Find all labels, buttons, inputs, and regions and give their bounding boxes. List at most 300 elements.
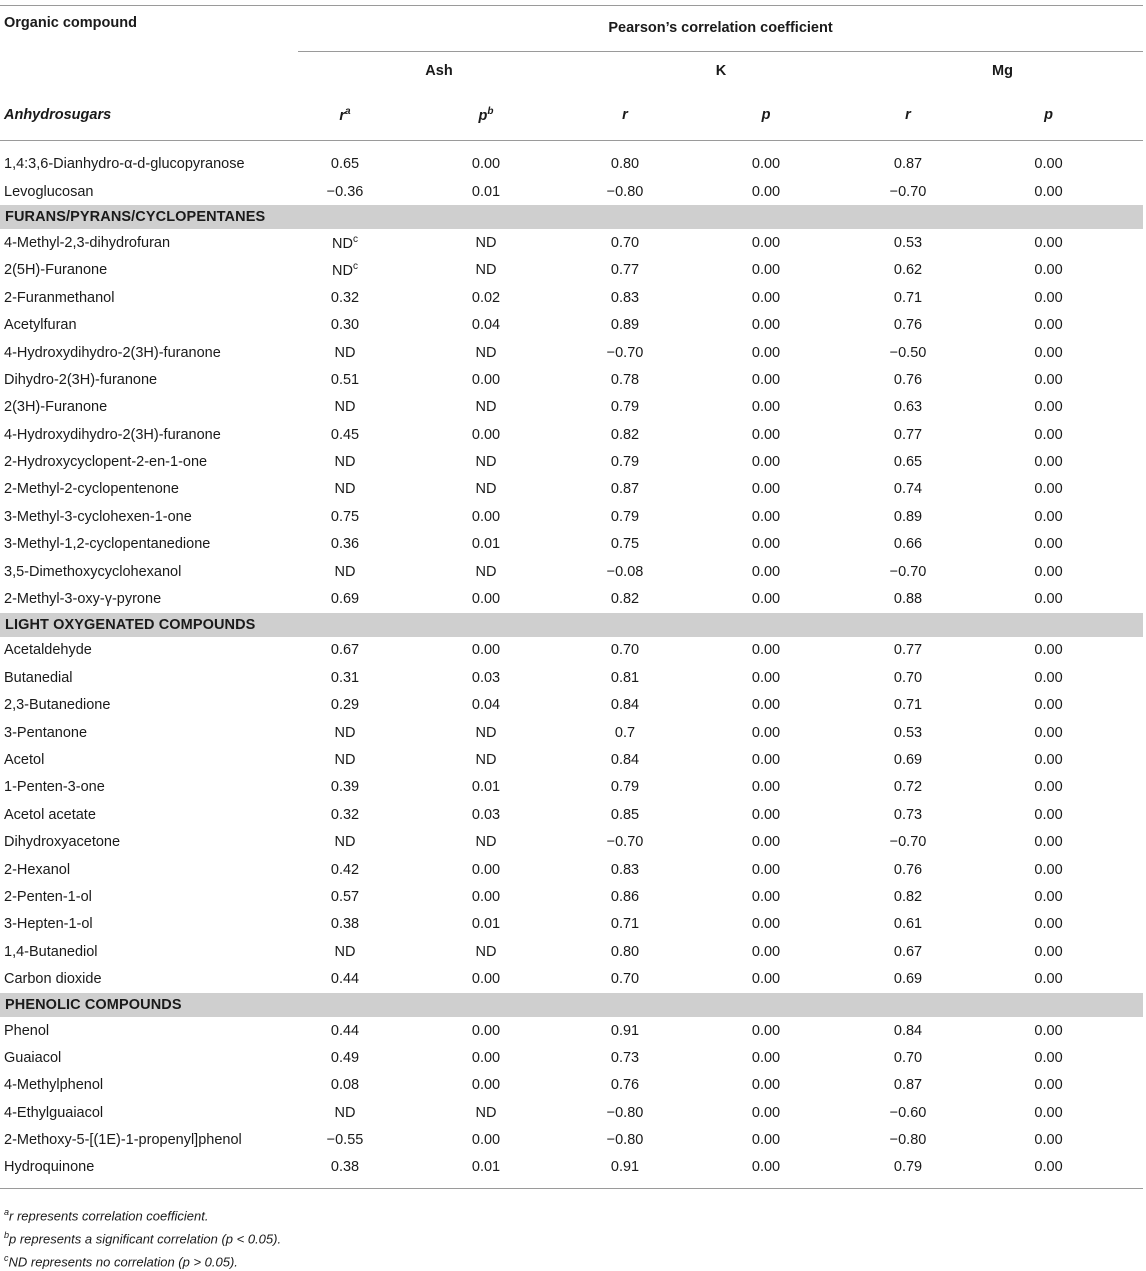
cell-k-r: 0.79 xyxy=(610,508,640,525)
cell-k-p: 0.00 xyxy=(751,806,781,823)
cell-k-r: 0.71 xyxy=(610,916,640,933)
cell-ash-r: 0.51 xyxy=(330,371,360,388)
cell-k-r: 0.91 xyxy=(610,1159,640,1176)
cell-mg-p: 0.00 xyxy=(1034,888,1063,905)
cell-mg-r: 0.79 xyxy=(893,1159,923,1176)
cell-mg-p: 0.00 xyxy=(1034,234,1063,251)
cell-k-r: 0.80 xyxy=(610,156,640,173)
ash-r-header: $r^a$ xyxy=(298,90,392,141)
cell-mg-r: 0.53 xyxy=(893,724,923,741)
cell-ash-r: $ND^c$ xyxy=(332,234,358,252)
cell-k-r: 0.76 xyxy=(610,1077,640,1094)
cell-mg-r: −0.50 xyxy=(889,344,927,361)
cell-ash-p: 0.01 xyxy=(471,183,501,200)
table-body xyxy=(0,140,1143,1189)
cell-mg-p: 0.00 xyxy=(1034,399,1063,416)
compound-name: 3-Hepten-1-ol xyxy=(4,916,93,933)
cell-ash-p: 0.00 xyxy=(471,971,501,988)
cell-mg-p: 0.00 xyxy=(1034,971,1063,988)
cell-k-r: 0.73 xyxy=(610,1049,640,1066)
cell-ash-r: 0.08 xyxy=(330,1077,360,1094)
footnote: $^b$p represents a significant correlation (p < 0.05). xyxy=(4,1229,282,1247)
cell-mg-p: 0.00 xyxy=(1034,697,1063,714)
table-row xyxy=(0,828,1143,855)
cell-mg-p: 0.00 xyxy=(1034,752,1063,768)
cell-ash-p: 0.01 xyxy=(471,536,501,553)
compound-name: 2-Methyl-2-cyclopentenone xyxy=(4,481,179,498)
table-row xyxy=(0,1044,1143,1071)
cell-k-r: 0.78 xyxy=(610,371,640,388)
cell-ash-r: 0.49 xyxy=(330,1049,360,1066)
cell-k-r: −0.70 xyxy=(606,834,644,851)
cell-mg-r: 0.76 xyxy=(893,861,923,878)
table-row xyxy=(0,746,1143,773)
cell-ash-r: 0.45 xyxy=(330,426,360,443)
cell-k-p: 0.00 xyxy=(751,289,781,306)
compound-name: 3-Methyl-3-cyclohexen-1-one xyxy=(4,508,192,525)
footnote: $^c$ND represents no correlation (p > 0.05). xyxy=(4,1252,238,1269)
cell-mg-p: 0.00 xyxy=(1034,1132,1063,1149)
cell-ash-r: ND xyxy=(334,481,356,498)
table-row xyxy=(0,531,1143,558)
cell-k-p: 0.00 xyxy=(751,888,781,905)
group-header-ash: Ash xyxy=(425,62,453,79)
cell-mg-r: 0.87 xyxy=(893,1077,923,1094)
cell-mg-p: 0.00 xyxy=(1034,669,1063,686)
cell-k-p: 0.00 xyxy=(751,536,781,553)
cell-mg-r: 0.71 xyxy=(893,697,923,714)
header-blank xyxy=(0,51,298,90)
cell-mg-p: 0.00 xyxy=(1034,806,1063,823)
cell-ash-r: ND xyxy=(334,399,356,416)
cell-mg-r: −0.70 xyxy=(889,183,927,200)
cell-mg-r: 0.84 xyxy=(893,1022,923,1039)
compound-name: Acetaldehyde xyxy=(4,642,92,659)
cell-mg-r: 0.70 xyxy=(893,669,923,686)
cell-k-p: 0.00 xyxy=(751,861,781,878)
cell-mg-p: 0.00 xyxy=(1034,454,1063,471)
cell-ash-r: 0.32 xyxy=(330,289,360,306)
cell-k-r: 0.86 xyxy=(610,888,640,905)
table-row xyxy=(0,938,1143,965)
header-row-groups xyxy=(0,51,1143,90)
cell-ash-p: 0.03 xyxy=(471,806,501,823)
compound-name: 2(5H)-Furanone xyxy=(4,262,108,279)
cell-mg-p: 0.00 xyxy=(1034,481,1063,498)
section-title: PHENOLIC COMPOUNDS xyxy=(0,993,1143,1017)
table-row xyxy=(0,801,1143,828)
cell-mg-r: 0.61 xyxy=(893,916,923,933)
table-row xyxy=(0,339,1143,366)
cell-mg-p: 0.00 xyxy=(1034,834,1063,851)
compound-name: Butanedial xyxy=(4,669,73,686)
cell-mg-r: 0.65 xyxy=(893,454,923,471)
cell-mg-p: 0.00 xyxy=(1034,1159,1063,1176)
table-row xyxy=(0,883,1143,910)
cell-mg-r: 0.77 xyxy=(893,426,923,443)
cell-ash-p: ND xyxy=(475,943,497,960)
compound-name: Acetylfuran xyxy=(4,317,77,334)
cell-k-r: 0.84 xyxy=(610,697,640,714)
cell-mg-p: 0.00 xyxy=(1034,183,1063,200)
cell-mg-r: 0.74 xyxy=(893,481,923,498)
cell-k-r: −0.70 xyxy=(606,344,644,361)
cell-k-r: 0.70 xyxy=(610,971,640,988)
table-row xyxy=(0,774,1143,801)
cell-mg-p: 0.00 xyxy=(1034,916,1063,933)
cell-ash-p: 0.03 xyxy=(471,669,501,686)
cell-mg-r: 0.67 xyxy=(893,943,923,960)
table-row xyxy=(0,965,1143,992)
cell-ash-p: 0.00 xyxy=(471,1049,501,1066)
cell-k-r: 0.75 xyxy=(610,536,640,553)
section-header-row xyxy=(0,205,1143,229)
compound-name: 3-Pentanone xyxy=(4,724,88,741)
cell-ash-p: ND xyxy=(475,344,497,361)
cell-mg-r: 0.77 xyxy=(893,642,923,659)
cell-mg-p: 0.00 xyxy=(1034,642,1063,659)
cell-ash-r: 0.69 xyxy=(330,591,360,608)
cell-k-p: 0.00 xyxy=(751,1104,781,1121)
cell-mg-p: 0.00 xyxy=(1034,943,1063,960)
cell-ash-p: 0.00 xyxy=(471,591,501,608)
cell-k-p: 0.00 xyxy=(751,697,781,714)
table-row xyxy=(0,558,1143,585)
cell-ash-p: ND xyxy=(475,724,497,741)
cell-ash-r: ND xyxy=(334,834,356,851)
cell-ash-r: ND xyxy=(334,752,356,768)
compound-name: 3,5-Dimethoxycyclohexanol xyxy=(4,563,182,580)
cell-k-p: 0.00 xyxy=(751,1132,781,1149)
cell-mg-p: 0.00 xyxy=(1034,262,1063,279)
correlation-table xyxy=(0,5,1143,1189)
compound-name: 4-Hydroxydihydro-2(3H)-furanone xyxy=(4,344,221,361)
table-end-rule xyxy=(0,1181,1143,1189)
compound-name: Dihydro-2(3H)-furanone xyxy=(4,371,158,388)
cell-k-r: 0.87 xyxy=(610,481,640,498)
end-rule-cell xyxy=(0,1181,1143,1189)
cell-k-r: −0.80 xyxy=(606,1104,644,1121)
compound-name: 1,4:3,6-Dianhydro-α-d-glucopyranose xyxy=(4,156,245,173)
compound-name: 2-Penten-1-ol xyxy=(4,888,92,905)
cell-k-p: 0.00 xyxy=(751,481,781,498)
table-row xyxy=(0,1072,1143,1099)
section-header-row xyxy=(0,613,1143,637)
table-row xyxy=(0,1017,1143,1044)
cell-ash-p: ND xyxy=(475,1104,497,1121)
cell-k-p: 0.00 xyxy=(751,752,781,768)
cell-mg-r: −0.70 xyxy=(889,563,927,580)
cell-k-r: 0.79 xyxy=(610,454,640,471)
cell-k-p: 0.00 xyxy=(751,971,781,988)
cell-ash-r: ND xyxy=(334,344,356,361)
cell-ash-r: 0.65 xyxy=(330,156,360,173)
compound-name: 1,4-Butanediol xyxy=(4,943,98,960)
cell-k-p: 0.00 xyxy=(751,1022,781,1039)
cell-mg-r: −0.70 xyxy=(889,834,927,851)
cell-mg-p: 0.00 xyxy=(1034,371,1063,388)
cell-k-p: 0.00 xyxy=(751,943,781,960)
cell-ash-r: 0.42 xyxy=(330,861,360,878)
cell-k-p: 0.00 xyxy=(751,1159,781,1176)
table-row xyxy=(0,503,1143,530)
cell-k-r: 0.80 xyxy=(610,943,640,960)
group-header-k: K xyxy=(715,62,727,79)
mg-r-header: r xyxy=(862,90,954,141)
cell-k-p: 0.00 xyxy=(751,317,781,334)
cell-ash-p: 0.00 xyxy=(471,1132,501,1149)
cell-mg-r: 0.76 xyxy=(893,317,923,334)
cell-k-p: 0.00 xyxy=(751,591,781,608)
cell-mg-p: 0.00 xyxy=(1034,1077,1063,1094)
cell-mg-p: 0.00 xyxy=(1034,591,1063,608)
footnotes xyxy=(4,1203,281,1271)
group-header-mg: Mg xyxy=(992,62,1013,79)
footnote: $^a$r represents correlation coefficient. xyxy=(4,1207,209,1224)
cell-k-r: 0.7 xyxy=(614,724,636,741)
compound-name: 2-Hexanol xyxy=(4,861,71,878)
cell-k-p: 0.00 xyxy=(751,834,781,851)
cell-mg-r: 0.82 xyxy=(893,888,923,905)
cell-ash-p: 0.00 xyxy=(471,642,501,659)
compound-name: 2-Hydroxycyclopent-2-en-1-one xyxy=(4,454,208,471)
cell-ash-p: 0.00 xyxy=(471,888,501,905)
compound-name: Guaiacol xyxy=(4,1049,62,1066)
compound-name: Dihydroxyacetone xyxy=(4,834,121,851)
cell-ash-r: 0.38 xyxy=(330,1159,360,1176)
cell-mg-p: 0.00 xyxy=(1034,563,1063,580)
cell-mg-r: −0.80 xyxy=(889,1132,927,1149)
table-row xyxy=(0,284,1143,311)
cell-ash-p: 0.00 xyxy=(471,1077,501,1094)
cell-mg-r: 0.69 xyxy=(893,971,923,988)
cell-ash-r: 0.38 xyxy=(330,916,360,933)
cell-k-p: 0.00 xyxy=(751,344,781,361)
cell-mg-p: 0.00 xyxy=(1034,861,1063,878)
cell-k-p: 0.00 xyxy=(751,156,781,173)
cell-k-p: 0.00 xyxy=(751,371,781,388)
cell-ash-r: 0.44 xyxy=(330,971,360,988)
compound-name: Carbon dioxide xyxy=(4,971,102,988)
cell-mg-p: 0.00 xyxy=(1034,289,1063,306)
table-row xyxy=(0,585,1143,612)
compound-name: 4-Hydroxydihydro-2(3H)-furanone xyxy=(4,426,221,443)
cell-mg-r: 0.69 xyxy=(893,752,923,768)
section-title: FURANS/PYRANS/CYCLOPENTANES xyxy=(0,205,1143,229)
cell-ash-p: 0.04 xyxy=(471,697,501,714)
compound-name: Phenol xyxy=(4,1022,50,1039)
cell-k-p: 0.00 xyxy=(751,183,781,200)
cell-mg-p: 0.00 xyxy=(1034,779,1063,796)
cell-mg-r: 0.88 xyxy=(893,591,923,608)
table-row xyxy=(0,151,1143,178)
cell-k-p: 0.00 xyxy=(751,454,781,471)
cell-ash-p: ND xyxy=(475,752,497,768)
compound-name: Levoglucosan xyxy=(4,183,94,200)
cell-k-p: 0.00 xyxy=(751,1049,781,1066)
cell-ash-p: 0.01 xyxy=(471,779,501,796)
cell-mg-r: 0.71 xyxy=(893,289,923,306)
cell-ash-p: ND xyxy=(475,834,497,851)
table-row xyxy=(0,1126,1143,1153)
compound-name: Acetol acetate xyxy=(4,806,96,823)
cell-k-p: 0.00 xyxy=(751,234,781,251)
cell-k-r: 0.70 xyxy=(610,234,640,251)
cell-ash-r: ND xyxy=(334,943,356,960)
anhydrosugars-header: Anhydrosugars xyxy=(0,90,298,141)
ash-p-header: $p^b$ xyxy=(392,90,580,141)
cell-k-p: 0.00 xyxy=(751,399,781,416)
table-row xyxy=(0,637,1143,664)
cell-k-p: 0.00 xyxy=(751,669,781,686)
cell-ash-p: 0.00 xyxy=(471,508,501,525)
cell-k-p: 0.00 xyxy=(751,779,781,796)
cell-ash-r: 0.36 xyxy=(330,536,360,553)
table-row xyxy=(0,1099,1143,1126)
cell-mg-r: 0.73 xyxy=(893,806,923,823)
cell-mg-r: 0.63 xyxy=(893,399,923,416)
cell-ash-r: 0.75 xyxy=(330,508,360,525)
mg-p-header: p xyxy=(954,90,1143,141)
table-row xyxy=(0,664,1143,691)
cell-ash-r: 0.30 xyxy=(330,317,360,334)
table-row xyxy=(0,178,1143,205)
table-row xyxy=(0,394,1143,421)
cell-mg-r: 0.70 xyxy=(893,1049,923,1066)
cell-mg-r: 0.72 xyxy=(893,779,923,796)
cell-ash-p: 0.00 xyxy=(471,426,501,443)
header-row-top xyxy=(0,6,1143,52)
table-row xyxy=(0,856,1143,883)
cell-ash-p: 0.00 xyxy=(471,156,501,173)
compound-name: Acetol xyxy=(4,752,45,768)
spacer-cell xyxy=(0,140,1143,151)
cell-ash-p: 0.01 xyxy=(471,916,501,933)
cell-mg-p: 0.00 xyxy=(1034,508,1063,525)
cell-k-r: 0.83 xyxy=(610,861,640,878)
cell-k-p: 0.00 xyxy=(751,262,781,279)
compound-name: 2-Methyl-3-oxy-γ-pyrone xyxy=(4,591,162,608)
cell-mg-p: 0.00 xyxy=(1034,536,1063,553)
k-p-header: p xyxy=(670,90,862,141)
cell-ash-p: ND xyxy=(475,262,497,279)
cell-k-r: 0.85 xyxy=(610,806,640,823)
cell-mg-r: 0.76 xyxy=(893,371,923,388)
cell-ash-r: −0.36 xyxy=(326,183,364,200)
header-row-subcolumns xyxy=(0,90,1143,141)
table-row xyxy=(0,366,1143,393)
pearson-header: Pearson’s correlation coefficient xyxy=(298,6,1143,52)
cell-mg-r: 0.87 xyxy=(893,156,923,173)
cell-k-r: 0.79 xyxy=(610,399,640,416)
cell-k-r: 0.81 xyxy=(610,669,640,686)
cell-k-r: −0.80 xyxy=(606,183,644,200)
cell-k-r: 0.89 xyxy=(610,317,640,334)
table-row xyxy=(0,311,1143,338)
compound-name: 2-Furanmethanol xyxy=(4,289,115,306)
cell-ash-p: ND xyxy=(475,399,497,416)
k-r-header: r xyxy=(580,90,670,141)
cell-k-p: 0.00 xyxy=(751,426,781,443)
cell-mg-p: 0.00 xyxy=(1034,317,1063,334)
cell-k-r: 0.84 xyxy=(610,752,640,768)
organic-compound-header: Organic compound xyxy=(0,6,298,52)
spacer-row xyxy=(0,140,1143,151)
cell-k-p: 0.00 xyxy=(751,724,781,741)
compound-name: 1-Penten-3-one xyxy=(4,779,105,796)
cell-mg-p: 0.00 xyxy=(1034,426,1063,443)
cell-k-r: 0.82 xyxy=(610,591,640,608)
compound-name: 2(3H)-Furanone xyxy=(4,399,108,416)
cell-ash-r: 0.57 xyxy=(330,888,360,905)
cell-mg-p: 0.00 xyxy=(1034,344,1063,361)
table-row xyxy=(0,229,1143,256)
cell-k-r: −0.80 xyxy=(606,1132,644,1149)
cell-ash-p: ND xyxy=(475,481,497,498)
cell-ash-r: ND xyxy=(334,563,356,580)
compound-name: Hydroquinone xyxy=(4,1159,95,1176)
compound-name: 4-Ethylguaiacol xyxy=(4,1104,104,1121)
cell-ash-p: 0.00 xyxy=(471,371,501,388)
cell-mg-r: 0.66 xyxy=(893,536,923,553)
section-title: LIGHT OXYGENATED COMPOUNDS xyxy=(0,613,1143,637)
cell-ash-p: ND xyxy=(475,563,497,580)
cell-ash-r: 0.32 xyxy=(330,806,360,823)
table-row xyxy=(0,421,1143,448)
cell-k-r: 0.70 xyxy=(610,642,640,659)
cell-ash-r: ND xyxy=(334,1104,356,1121)
table-row xyxy=(0,911,1143,938)
cell-mg-p: 0.00 xyxy=(1034,1104,1063,1121)
cell-k-p: 0.00 xyxy=(751,508,781,525)
cell-mg-r: 0.53 xyxy=(893,234,923,251)
cell-k-p: 0.00 xyxy=(751,563,781,580)
table-row xyxy=(0,257,1143,284)
cell-k-r: −0.08 xyxy=(606,563,644,580)
table-row xyxy=(0,1154,1143,1181)
cell-ash-r: 0.39 xyxy=(330,779,360,796)
cell-ash-r: ND xyxy=(334,724,356,741)
compound-name: 2-Methoxy-5-[(1E)-1-propenyl]phenol xyxy=(4,1132,242,1149)
compound-name: 3-Methyl-1,2-cyclopentanedione xyxy=(4,536,211,553)
table-row xyxy=(0,692,1143,719)
cell-ash-r: 0.67 xyxy=(330,642,360,659)
cell-ash-r: ND xyxy=(334,454,356,471)
cell-mg-p: 0.00 xyxy=(1034,156,1063,173)
cell-k-p: 0.00 xyxy=(751,642,781,659)
cell-k-r: 0.91 xyxy=(610,1022,640,1039)
cell-ash-r: 0.44 xyxy=(330,1022,360,1039)
cell-mg-p: 0.00 xyxy=(1034,724,1063,741)
compound-name: 4-Methylphenol xyxy=(4,1077,104,1094)
cell-k-r: 0.77 xyxy=(610,262,640,279)
cell-ash-p: 0.04 xyxy=(471,317,501,334)
cell-ash-p: 0.00 xyxy=(471,1022,501,1039)
cell-ash-p: ND xyxy=(475,234,497,251)
cell-k-r: 0.83 xyxy=(610,289,640,306)
cell-ash-r: 0.29 xyxy=(330,697,360,714)
cell-ash-p: ND xyxy=(475,454,497,471)
cell-ash-p: 0.01 xyxy=(471,1159,501,1176)
table-row xyxy=(0,448,1143,475)
cell-mg-r: 0.62 xyxy=(893,262,923,279)
cell-k-p: 0.00 xyxy=(751,1077,781,1094)
cell-mg-r: −0.60 xyxy=(889,1104,927,1121)
compound-name: 4-Methyl-2,3-dihydrofuran xyxy=(4,234,171,251)
table-row xyxy=(0,719,1143,746)
cell-ash-r: 0.31 xyxy=(330,669,360,686)
cell-ash-r: $ND^c$ xyxy=(332,261,358,280)
